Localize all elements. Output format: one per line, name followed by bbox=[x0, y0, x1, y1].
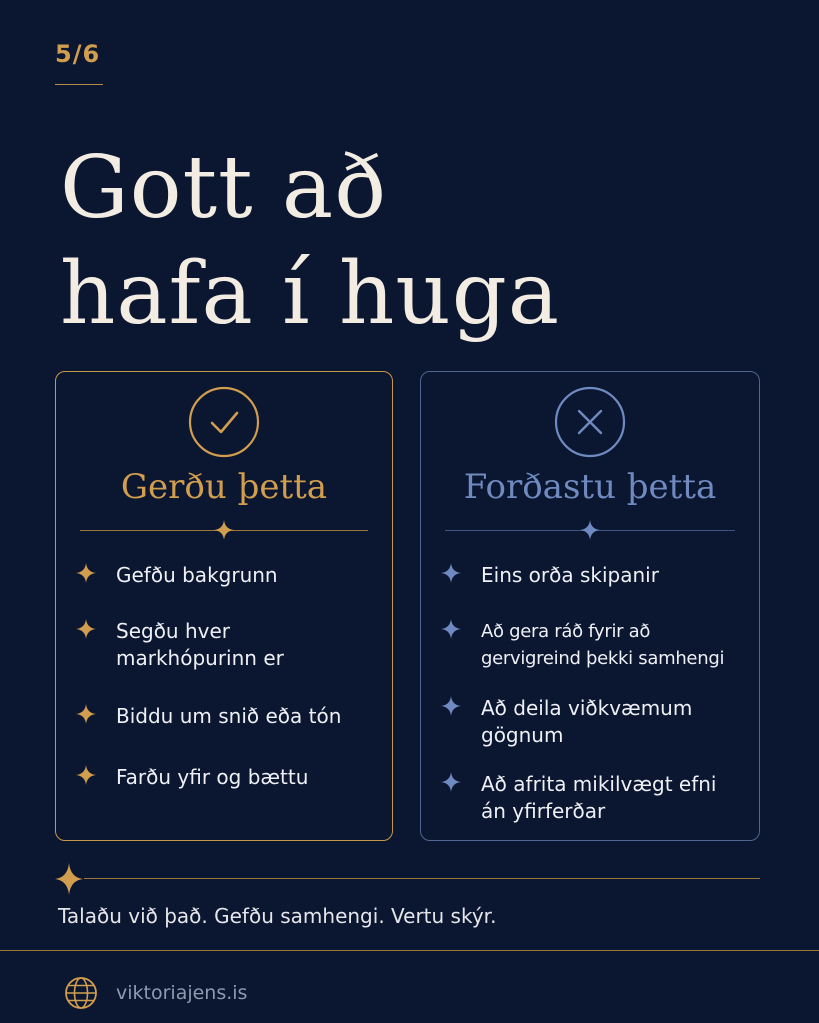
dont-item-text: Að afrita mikilvægt efni án yfirferðar bbox=[481, 772, 717, 823]
do-card bbox=[55, 371, 393, 841]
sparkle-icon bbox=[441, 563, 461, 583]
page-title bbox=[60, 135, 560, 347]
tagline: Talaðu við það. Gefðu samhengi. Vertu skýr. bbox=[58, 904, 497, 928]
sparkle-icon bbox=[441, 696, 461, 716]
dont-card-heading: Forðastu þetta bbox=[463, 467, 717, 507]
website-link[interactable]: viktoriajens.is bbox=[116, 982, 248, 1004]
page-indicator-underline bbox=[55, 84, 103, 85]
do-item-text: Segðu hver markhópurinn er bbox=[116, 619, 284, 670]
sparkle-icon bbox=[580, 520, 600, 540]
bottom-divider bbox=[0, 950, 819, 951]
do-item-text: Biddu um snið eða tón bbox=[116, 704, 342, 728]
sparkle-icon bbox=[76, 765, 96, 785]
sparkle-icon bbox=[76, 563, 96, 583]
dont-item-text: Eins orða skipanir bbox=[481, 563, 659, 587]
page-indicator: 5/6 bbox=[55, 40, 101, 68]
dont-item-text: Að deila viðkvæmum gögnum bbox=[481, 696, 693, 747]
do-card-heading: Gerðu þetta bbox=[120, 467, 328, 507]
sparkle-icon bbox=[76, 619, 96, 639]
title-line-2: hafa í huga bbox=[60, 244, 561, 344]
sparkle-icon bbox=[441, 772, 461, 792]
sparkle-icon bbox=[76, 704, 96, 724]
do-item-text: Gefðu bakgrunn bbox=[116, 563, 278, 587]
dont-item-text: Að gera ráð fyrir að gervigreind þekki samhengi bbox=[481, 621, 725, 669]
globe-icon bbox=[64, 976, 98, 1010]
footer-divider bbox=[84, 878, 760, 879]
check-circle-icon bbox=[188, 386, 260, 458]
title-line-1: Gott að bbox=[60, 138, 387, 238]
sparkle-icon bbox=[441, 619, 461, 639]
sparkle-icon bbox=[55, 863, 83, 895]
sparkle-icon bbox=[214, 520, 234, 540]
do-item-text: Farðu yfir og bættu bbox=[116, 765, 309, 789]
x-circle-icon bbox=[554, 386, 626, 458]
dont-card bbox=[420, 371, 760, 841]
